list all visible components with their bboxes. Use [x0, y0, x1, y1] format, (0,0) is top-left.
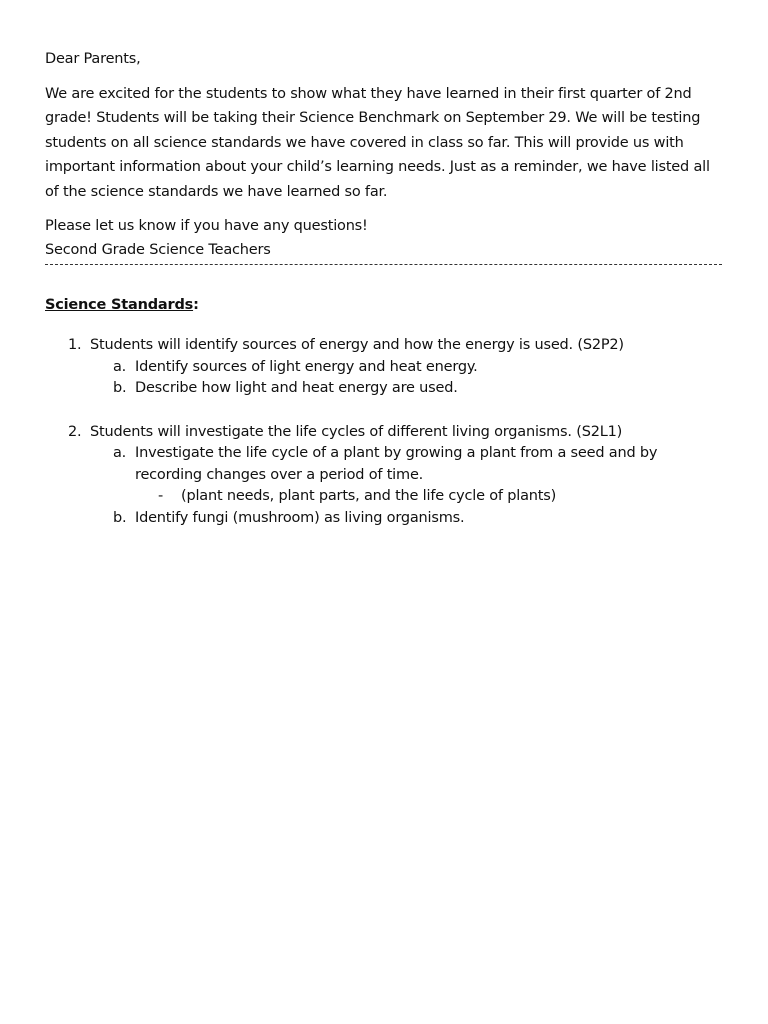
list-number: 2. [68, 423, 82, 440]
letter-page [45, 47, 725, 529]
body-line: important information about your child’s learning needs. Just as a reminder, we have listed all [45, 159, 710, 175]
standards-list [45, 335, 725, 529]
substandard-text: Identify fungi (mushroom) as living organisms. [135, 509, 465, 526]
list-letter: b. [113, 380, 127, 396]
body-line: of the science standards we have learned so far. [45, 183, 388, 200]
standards-heading-colon: : [193, 297, 199, 313]
body-line: grade! Students will be taking their Science Benchmark on September 29. We will be testing [45, 110, 701, 126]
dashed-divider [45, 264, 722, 265]
closing-line: Please let us know if you have any questions! [45, 218, 368, 234]
standard-row [45, 422, 725, 444]
standards-heading-text: Science Standards [45, 297, 194, 313]
standard-text: Students will investigate the life cycles of different living organisms. (S2L1) [90, 423, 623, 440]
substandard-text: Investigate the life cycle of a plant by growing a plant from a seed and by [135, 445, 658, 461]
substandard-continuation: recording changes over a period of time. [135, 466, 424, 483]
body-line: students on all science standards we have covered in class so far. This will provide us with [45, 134, 684, 151]
list-dash: - [158, 488, 164, 504]
substandard-text: Describe how light and heat energy are used. [135, 380, 458, 396]
list-letter: a. [113, 358, 127, 375]
detail-row [45, 486, 725, 508]
body-line: We are excited for the students to show what they have learned in their first quarter of 2nd [45, 85, 692, 102]
substandard-row [45, 508, 725, 530]
list-letter: a. [113, 445, 127, 461]
letter-body [45, 82, 725, 205]
substandard-row [45, 357, 725, 379]
list-letter: b. [113, 509, 127, 526]
substandard-text: Identify sources of light energy and heat energy. [135, 358, 478, 375]
signature: Second Grade Science Teachers [45, 242, 271, 258]
standard-item [45, 335, 725, 400]
list-number: 1. [68, 337, 82, 353]
standard-item [45, 422, 725, 530]
standards-heading [45, 295, 725, 315]
standard-text: Students will identify sources of energy and how the energy is used. (S2P2) [90, 337, 624, 353]
standard-row [45, 335, 725, 357]
substandard-row [45, 378, 725, 400]
detail-text: (plant needs, plant parts, and the life cycle of plants) [181, 488, 557, 504]
salutation: Dear Parents, [45, 51, 141, 67]
substandard-row [45, 443, 725, 465]
closing-block [45, 214, 725, 262]
